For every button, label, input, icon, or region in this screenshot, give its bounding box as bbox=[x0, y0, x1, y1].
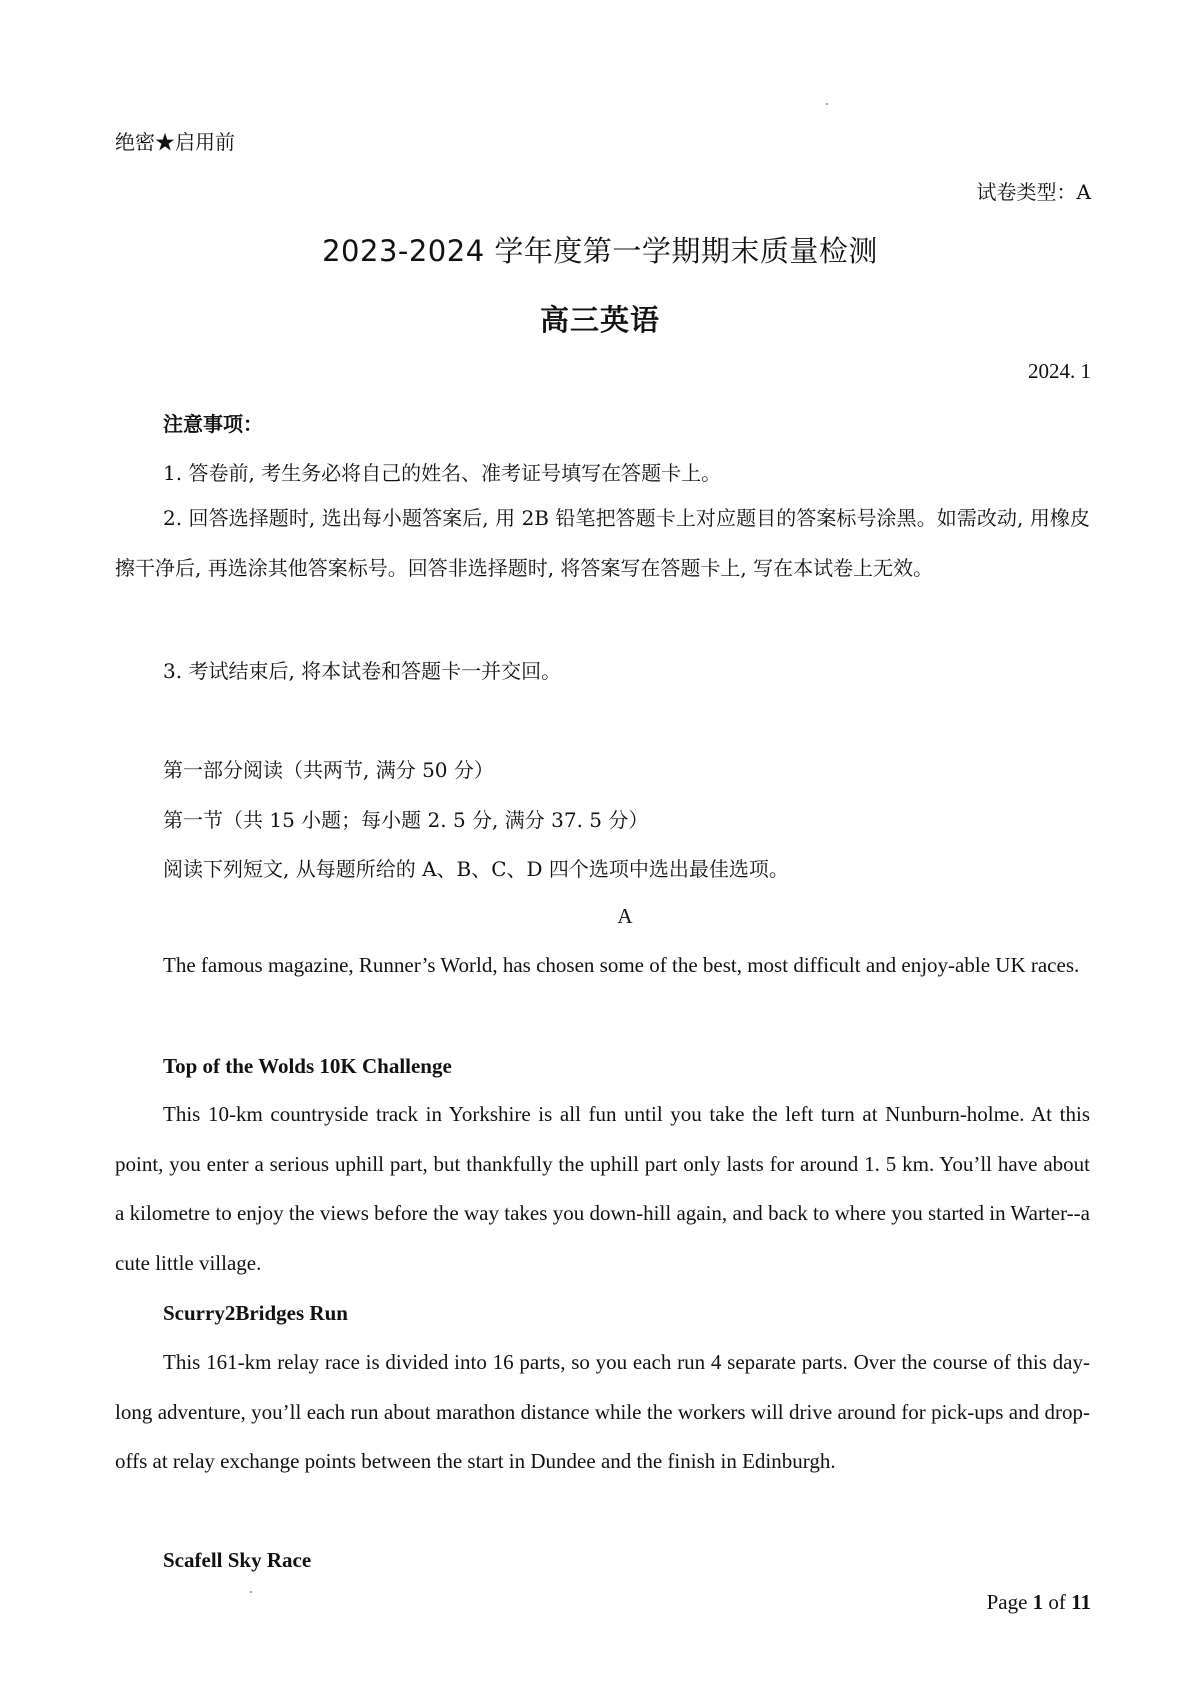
subject-title: 高三英语 bbox=[539, 303, 660, 337]
notice-item-2-text: 2. 回答选择题时, 选出每小题答案后, 用 2B 铅笔把答题卡上对应题目的答案标号涂黑。如需改动, 用橡皮擦干净后, 再选涂其他答案标号。回答非选择题时, 将答案写在答题卡上, 写在本试卷上无效。 bbox=[115, 506, 1090, 580]
reading-instruction: 阅读下列短文, 从每题所给的 A、B、C、D 四个选项中选出最佳选项。 bbox=[163, 857, 789, 881]
race3-title: Scafell Sky Race bbox=[163, 1548, 312, 1572]
notice-item-1: 1. 答卷前, 考生务必将自己的姓名、准考证号填写在答题卡上。 bbox=[163, 461, 722, 485]
race1-title: Top of the Wolds 10K Challenge bbox=[163, 1054, 452, 1078]
race2-text bbox=[115, 1338, 1090, 1487]
section1-heading: 第一节（共 15 小题；每小题 2. 5 分, 满分 37. 5 分） bbox=[163, 808, 649, 832]
footer-of-word: of bbox=[1048, 1590, 1066, 1614]
race2-title: Scurry2Bridges Run bbox=[163, 1301, 348, 1325]
page-footer bbox=[987, 1590, 1091, 1615]
exam-title: 2023-2024 学年度第一学期期末质量检测 bbox=[322, 234, 878, 268]
passage-letter: A bbox=[617, 904, 633, 928]
exam-date: 2024. 1 bbox=[1028, 359, 1091, 383]
race1-text bbox=[115, 1090, 1090, 1288]
notice-item-3: 3. 考试结束后, 将本试卷和答题卡一并交回。 bbox=[163, 659, 562, 683]
notice-item-2 bbox=[115, 494, 1090, 593]
race1-text-body: This 10-km countryside track in Yorkshire is all fun until you take the left turn at Nunburn-holme. At this point, you enter a serious uphill part, but thankfully the uphill part only lasts for around 1. 5 km. You’ll have about a kilometre to enjoy the views before the way takes you down-hill again, and back to where you started in Warter--a cute little village. bbox=[115, 1102, 1090, 1275]
secret-mark: 绝密★启用前 bbox=[115, 130, 235, 154]
passage-intro bbox=[115, 941, 1090, 991]
race2-text-body: This 161-km relay race is divided into 16 parts, so you each run 4 separate parts. Over the course of this day-long adventure, you’ll each run about marathon distance while the workers will drive around for pick-ups and drop-offs at relay exchange points between the start in Dundee and the finish in Edinburgh. bbox=[115, 1350, 1090, 1473]
footer-page-total: 11 bbox=[1071, 1590, 1091, 1614]
part1-heading: 第一部分阅读（共两节, 满分 50 分） bbox=[163, 758, 494, 782]
footer-page-current: 1 bbox=[1032, 1590, 1044, 1614]
scan-speck bbox=[250, 1591, 252, 1593]
notice-heading: 注意事项： bbox=[163, 412, 263, 436]
footer-page-word: Page bbox=[986, 1590, 1028, 1614]
scan-speck bbox=[826, 103, 828, 105]
paper-type: 试卷类型：A bbox=[976, 180, 1091, 204]
passage-intro-text: The famous magazine, Runner’s World, has chosen some of the best, most difficult and enjoy-able UK races. bbox=[163, 953, 1080, 977]
